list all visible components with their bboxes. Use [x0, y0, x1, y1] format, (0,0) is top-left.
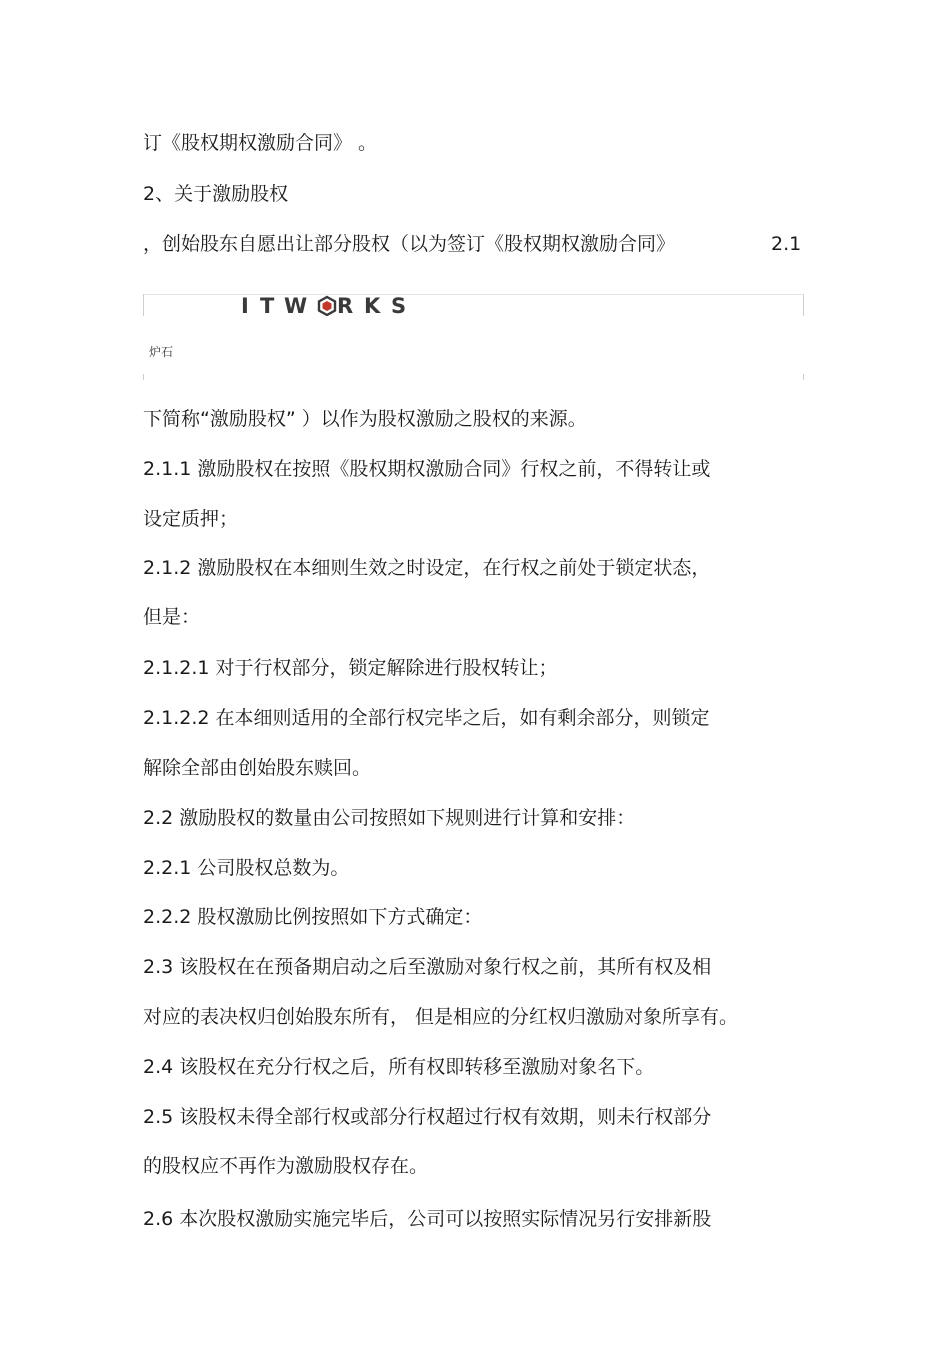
clause-2-1-2-1: 2.1.2.1 对于行权部分，锁定解除进行股权转让；	[143, 657, 558, 679]
clause-2-5-cont: 的股权应不再作为激励股权存在。	[143, 1155, 429, 1177]
logo-subtitle: 炉石	[149, 345, 174, 359]
logo-letter-r: R	[337, 294, 354, 316]
logo-o-hexagon-icon	[319, 297, 335, 315]
clause-2-1-1-cont: 设定质押；	[143, 508, 239, 530]
clause-2-1-2-2: 2.1.2.2 在本细则适用的全部行权完毕之后，如有剩余部分，则锁定	[143, 707, 710, 729]
header-left-tick	[143, 294, 144, 316]
logo-letter-k: K	[364, 294, 381, 316]
clause-2-5: 2.5 该股权未得全部行权或部分行权超过行权有效期，则未行权部分	[143, 1106, 712, 1128]
section-number-2-1: 2.1	[771, 233, 802, 255]
clause-2-3: 2.3 该股权在在预备期启动之后至激励对象行权之前，其所有权及相	[143, 956, 712, 978]
header-bottom-right-tick	[803, 374, 804, 380]
clause-2-1-2-2-cont: 解除全部由创始股东赎回。	[143, 757, 372, 779]
itworks-logo	[241, 294, 413, 316]
clause-2-2-2: 2.2.2 股权激励比例按照如下方式确定：	[143, 906, 483, 928]
clause-2-1-2: 2.1.2 激励股权在本细则生效之时设定，在行权之前处于锁定状态，	[143, 557, 711, 579]
clause-2-1-2-cont: 但是：	[143, 606, 201, 628]
clause-2-1-1: 2.1.1 激励股权在按照《股权期权激励合同》行权之前，不得转让或	[143, 458, 711, 480]
text-line-1: 订《股权期权激励合同》 。	[143, 132, 378, 154]
clause-2-6: 2.6 本次股权激励实施完毕后，公司可以按照实际情况另行安排新股	[143, 1208, 712, 1230]
text-line-3: ，创始股东自愿出让部分股权（以为签订《股权期权激励合同》	[143, 233, 676, 255]
page-header-band	[143, 294, 804, 380]
clause-2-2-1: 2.2.1 公司股权总数为。	[143, 857, 350, 879]
section-heading-2: 2、关于激励股权	[143, 183, 289, 205]
clause-2-3-cont: 对应的表决权归创始股东所有， 但是相应的分红权归激励对象所享有。	[143, 1006, 739, 1028]
header-bottom-left-tick	[143, 374, 144, 380]
header-right-tick	[803, 294, 804, 316]
text-line-4: 下简称“激励股权” ）以作为股权激励之股权的来源。	[143, 408, 587, 430]
logo-letter-w: W	[284, 294, 308, 316]
logo-letter-s: S	[391, 294, 407, 316]
clause-2-2: 2.2 激励股权的数量由公司按照如下规则进行计算和安排：	[143, 807, 636, 829]
logo-letter-t: T	[260, 294, 275, 316]
logo-letter-i: I	[241, 294, 249, 316]
clause-2-4: 2.4 该股权在充分行权之后，所有权即转移至激励对象名下。	[143, 1056, 655, 1078]
